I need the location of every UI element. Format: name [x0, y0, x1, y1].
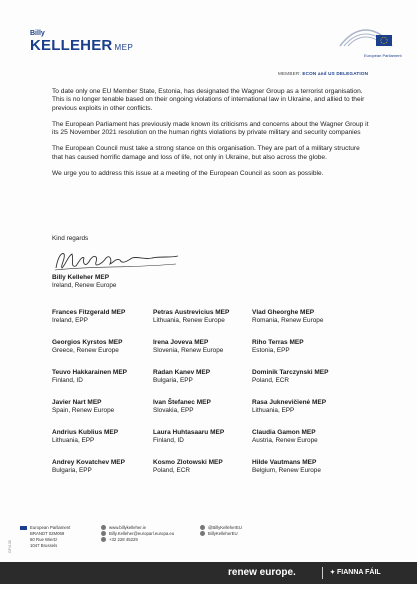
signatory-cell: [252, 399, 362, 414]
signatory-name: Teuvo Hakkarainen MEP: [52, 369, 128, 376]
signatory-affiliation: Finland, ID: [52, 377, 83, 384]
signatory-cell: [153, 429, 263, 444]
phone-icon: [101, 537, 106, 542]
regards: Kind regards: [52, 235, 89, 242]
signatory-name: Georgios Kyrstos MEP: [52, 339, 123, 346]
fianna-fail-logo: [330, 569, 381, 576]
footer-addr-4: 1047 Brussels: [30, 543, 58, 548]
signatory-cell: [52, 429, 162, 444]
footer-phone: +32 228 45229: [109, 537, 138, 542]
signatory-affiliation: Ireland, EPP: [52, 317, 88, 324]
ep-flag-icon: [20, 526, 27, 530]
footer-social: [200, 525, 242, 537]
footer-facebook[interactable]: BillyKelleherEU: [208, 531, 238, 536]
logo-mep: MEP: [114, 43, 134, 52]
paragraph-2: The European Parliament has previously made known its criticisms and concerns about the Wagner Group it its 25 November 2021 resolution on the human rights violations by private military and security companies: [52, 120, 369, 137]
signatory-name: Radan Kanev MEP: [153, 369, 211, 376]
signatory-affiliation: Bulgaria, EPP: [153, 377, 193, 384]
signatory-cell: [52, 369, 162, 384]
signatory-cell: [52, 309, 162, 324]
signatory-cell: [52, 459, 162, 474]
signatory-affiliation: Austria, Renew Europe: [252, 437, 318, 444]
logo-first-name: Billy: [30, 30, 45, 37]
paragraph-1: To date only one EU Member State, Estonia, has designated the Wagner Group as a terrorist organisation. This is no longer tenable based on their ongoing violations of international law in Ukraine, and allied to their previous exploits in other conflicts.: [52, 88, 365, 112]
signatory-name: Petras Austrevicius MEP: [153, 309, 230, 316]
signatory-name: Ivan Štefanec MEP: [153, 399, 211, 406]
signatory-affiliation: Lithuania, EPP: [52, 437, 95, 444]
signatory-name: Andrey Kovatchev MEP: [52, 459, 125, 466]
signatory-affiliation: Spain, Renew Europe: [52, 407, 115, 414]
signatory-affiliation: Slovakia, EPP: [153, 407, 194, 414]
signatory-cell: [252, 309, 362, 324]
signatory-cell: [252, 429, 362, 444]
signatory-affiliation: Belgium, Renew Europe: [252, 467, 321, 474]
signatory-name: Rasa Juknevičienė MEP: [252, 399, 327, 406]
twitter-icon: [200, 525, 205, 530]
fianna-fail-emblem-icon: ✦: [330, 570, 336, 576]
signatory-name: Andrius Kublius MEP: [52, 429, 119, 436]
signatory-affiliation: Poland, ECR: [153, 467, 190, 474]
footer-web[interactable]: www.billykelleher.ie: [109, 525, 147, 530]
ep-label: European Parliament: [364, 53, 402, 58]
footer-addr-1: European Parliament: [30, 525, 71, 530]
signatory-cell: [252, 339, 362, 354]
footer-email[interactable]: Billy.Kelleher@europarl.europa.eu: [109, 531, 175, 536]
signatory-affiliation: Bulgaria, EPP: [52, 467, 92, 474]
signatory-name: Javier Nart MEP: [52, 399, 102, 406]
signatory-name: Frances Fitzgerald MEP: [52, 309, 126, 316]
member-committees: ECON and US DELEGATION: [302, 71, 369, 76]
signatory-cell: [252, 459, 362, 474]
side-code: GF4138: [8, 540, 12, 553]
signatory-name: Vlad Gheorghe MEP: [252, 309, 315, 316]
signatory-cell: [52, 399, 162, 414]
signatory-cell: [153, 399, 263, 414]
signatory-name: Riho Terras MEP: [252, 339, 304, 346]
signatory-affiliation: Finland, ID: [153, 437, 184, 444]
signatory-cell: [52, 339, 162, 354]
signatory-affiliation: Lithuania, EPP: [252, 407, 295, 414]
signatory-name: Hilde Vautmans MEP: [252, 459, 317, 466]
signatory-cell: [252, 369, 362, 384]
letter-body: [52, 88, 372, 186]
signatory-cell: [153, 309, 263, 324]
handwritten-signature: [52, 246, 182, 274]
signatory-affiliation: Slovenia, Renew Europe: [153, 347, 224, 354]
signatory-cell: [153, 459, 263, 474]
member-line: [278, 71, 368, 76]
signatory-affiliation: Poland, ECR: [252, 377, 289, 384]
facebook-icon: [200, 531, 205, 536]
renew-europe-logo: renew europe.: [228, 567, 296, 578]
logo-last-name: KELLEHER: [30, 37, 113, 54]
signatory-cell: [153, 339, 263, 354]
signatory-name: Claudia Gamon MEP: [252, 429, 316, 436]
paragraph-4: We urge you to address this issue at a meeting of the European Council as soon as possible.: [52, 170, 324, 178]
signatory-name: Billy Kelleher MEP: [52, 274, 110, 281]
signatory-affiliation: Romania, Renew Europe: [252, 317, 324, 324]
signatory-affiliation: Estonia, EPP: [252, 347, 290, 354]
globe-icon: [101, 525, 106, 530]
signatory-affiliation: Lithuania, Renew Europe: [153, 317, 225, 324]
signatory-name: Irena Joveva MEP: [153, 339, 209, 346]
signatory-name: Dominik Tarczynski MEP: [252, 369, 329, 376]
member-prefix: MEMBER:: [278, 71, 301, 76]
footer-twitter[interactable]: @BillyKelleherEU: [208, 525, 242, 530]
european-parliament-logo-icon: [338, 26, 396, 52]
fianna-fail-text: FIANNA FÁIL: [337, 569, 381, 576]
logo: [30, 37, 133, 54]
footer-addr-3: 60 Rue Wiertz: [30, 537, 58, 542]
signatory-affiliation: Greece, Renew Europe: [52, 347, 119, 354]
signatory-name: Laura Huhtasaaru MEP: [153, 429, 225, 436]
footer-address: [20, 525, 70, 549]
signatory-affiliation: Ireland, Renew Europe: [52, 282, 117, 289]
mail-icon: [101, 531, 106, 536]
signatory-cell: [153, 369, 263, 384]
paragraph-3: The European Council must take a strong stance on this organisation. They are part of a military structure that has caused horrific damage and loss of life, not only in Ukraine, but also across the globe.: [52, 145, 360, 161]
footer-separator: [322, 567, 323, 579]
signatory-name: Kosmo Zlotowski MEP: [153, 459, 223, 466]
footer-contact: [101, 525, 174, 543]
footer-addr-2: BRANDT 02M069: [30, 531, 65, 536]
